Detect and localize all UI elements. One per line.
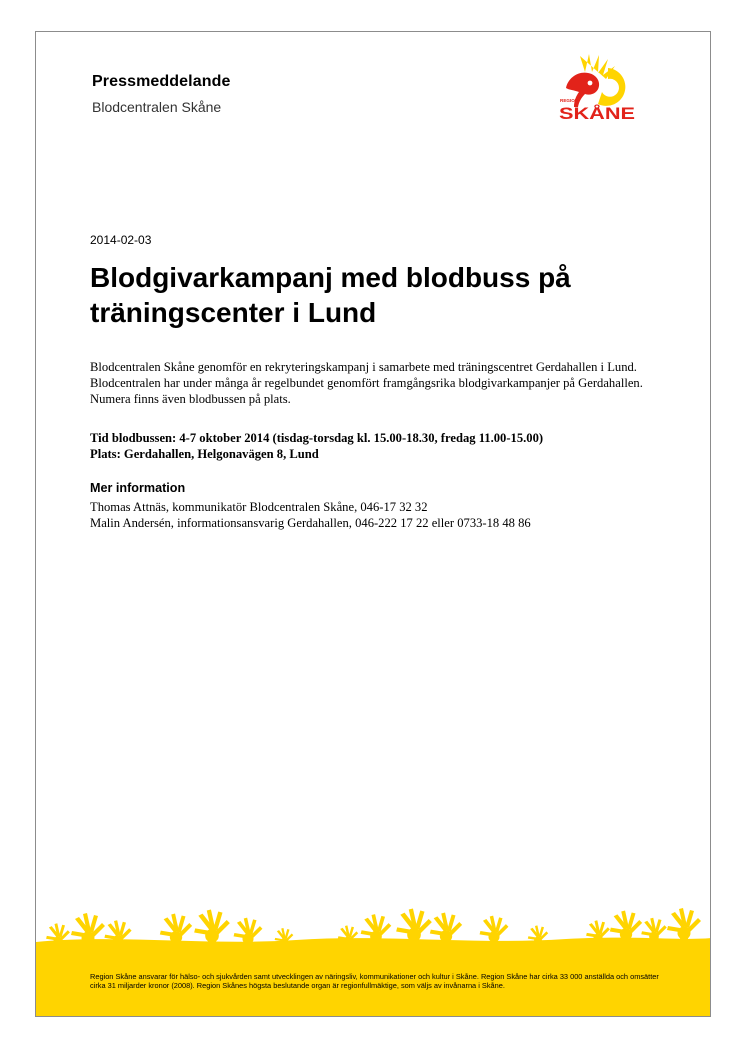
event-time: Tid blodbussen: 4-7 oktober 2014 (tisdag-torsdag kl. 15.00-18.30, fredag 11.00-15.00) [90,431,544,445]
lead-paragraph: Blodcentralen Skåne genomför en rekryteringskampanj i samarbete med träningscentret Gerdahallen i Lund. Blodcentralen har under många år regelbundet genomfört framgångsrika blodgivarkampanjer på Gerdahallen. Numera finns även blodbussen på plats. [90,360,643,406]
event-details [90,430,690,462]
logo-name: SKÅNE [559,104,635,120]
contact-list [90,499,690,531]
event-place: Plats: Gerdahallen, Helgonavägen 8, Lund [90,447,319,461]
document-type: Pressmeddelande [92,73,231,90]
sender-name: Blodcentralen Skåne [92,99,222,115]
footer-decoration [36,892,711,1017]
logo-small-text: REGION [560,98,579,103]
more-info-heading: Mer information [90,481,186,495]
contact-line: Malin Andersén, informationsansvarig Gerdahallen, 046-222 17 22 eller 0733-18 48 86 [90,516,531,530]
release-date: 2014-02-03 [90,233,152,247]
press-release-page [35,31,711,1017]
footer-text: Region Skåne ansvarar för hälso- och sjukvården samt utvecklingen av näringsliv, kommunikationer och kultur i Skåne. Region Skåne har cirka 33 000 anställda och omsätter cirka 31 miljarder kronor (2008). Region Skånes högsta beslutande organ är regionfullmäktige, som väljs av invånarna i Skåne. [90,972,659,990]
region-skane-logo [558,52,636,120]
contact-line: Thomas Attnäs, kommunikatör Blodcentralen Skåne, 046-17 32 32 [90,500,428,514]
headline: Blodgivarkampanj med blodbuss på träningscenter i Lund [90,262,571,328]
